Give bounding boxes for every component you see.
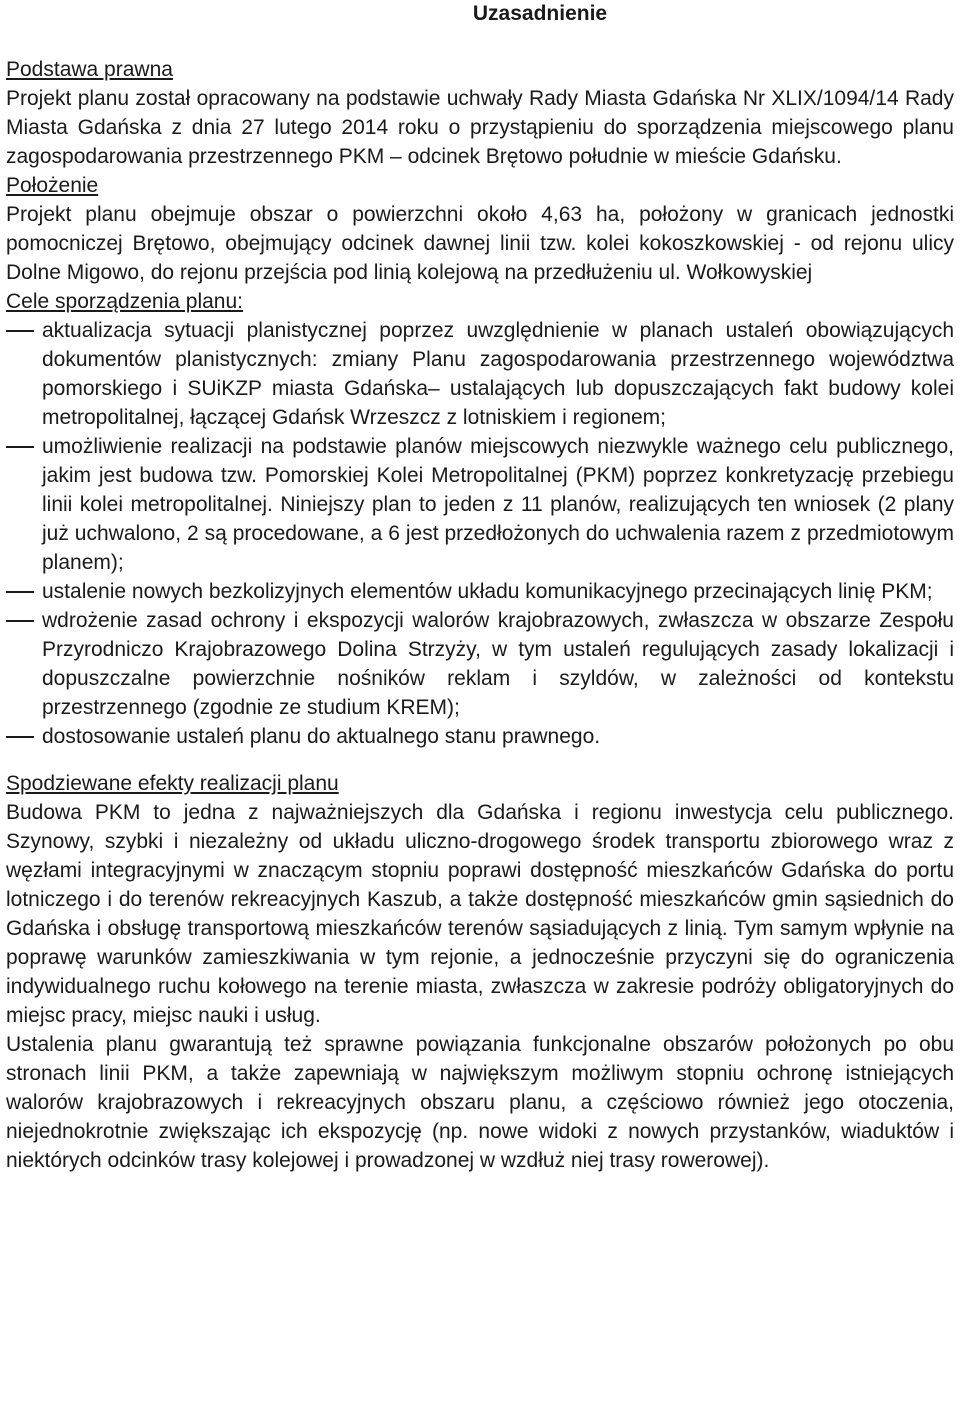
goal-item-text: wdrożenie zasad ochrony i ekspozycji walorów krajobrazowych, zwłaszcza w obszarze Zespołu Przyrodniczo Krajobrazowego Dolina Strzyży, w tym ustaleń regulujących zasady lokalizacji i dopuszczalne powierzchnie nośników reklam i szyldów, w zależności od kontekstu przestrzennego (zgodnie ze studium KREM); [42,609,954,719]
goal-item-text: umożliwienie realizacji na podstawie planów miejscowych niezwykle ważnego celu publicznego, jakim jest budowa tzw. Pomorskiej Kolei Metropolitalnej (PKM) poprzez konkretyzację przebiegu linii kolei metropolitalnej. Niniejszy plan to jeden z 11 planów, realizujących ten wniosek (2 plany już uchwalono, 2 są procedowane, a 6 jest przedłożonych do uchwalenia razem z przedmiotowym planem); [42,435,954,574]
goal-item-text: ustalenie nowych bezkolizyjnych elementów układu komunikacyjnego przecinających linię PKM; [42,580,933,603]
goal-item-text: aktualizacja sytuacji planistycznej poprzez uwzględnienie w planach ustaleń obowiązujących dokumentów planistycznych: zmiany Planu zagospodarowania przestrzennego województwa pomorskiego i SUiKZP miasta Gdańska‒ ustalających lub dopuszczających fakt budowy kolei metropolitalnej, łączącej Gdańsk Wrzeszcz z lotniskiem i regionem; [42,319,954,429]
goal-item [6,316,954,432]
goal-item [6,577,954,606]
legal-basis-heading: Podstawa prawna [6,58,173,81]
legal-basis-text: Projekt planu został opracowany na podstawie uchwały Rady Miasta Gdańska Nr XLIX/1094/14 Rady Miasta Gdańska z dnia 27 lutego 2014 roku o przystąpieniu do sporządzenia miejscowego planu zagospodarowania przestrzennego PKM ‒ odcinek Brętowo południe w mieście Gdańsku. [6,87,954,168]
goal-item-text: dostosowanie ustaleń planu do aktualnego stanu prawnego. [42,725,601,748]
effects-heading: Spodziewane efekty realizacji planu [6,772,339,795]
goal-item [6,432,954,577]
location-text: Projekt planu obejmuje obszar o powierzchni około 4,63 ha, położony w granicach jednostki pomocniczej Brętowo, obejmujący odcinek dawnej linii tzw. kolei kokoszkowskiej - od rejonu ulicy Dolne Migowo, do rejonu przejścia pod linią kolejową na przedłużeniu ul. Wołkowyskiej [6,203,954,284]
document-title: Uzasadnienie [472,2,608,25]
goals-heading: Cele sporządzenia planu: [6,290,243,313]
effects-paragraph-2: Ustalenia planu gwarantują też sprawne powiązania funkcjonalne obszarów położonych po obu stronach linii PKM, a także zapewniają w największym możliwym stopniu ochronę istniejących walorów krajobrazowych i rekreacyjnych obszaru planu, a częściowo również jego otoczenia, niejednokrotnie zwiększając ich ekspozycję (np. nowe widoki z nowych przystanków, wiaduktów i niektórych odcinków trasy kolejowej i prowadzonej w wzdłuż niej trasy rowerowej). [6,1033,954,1172]
goal-item [6,606,954,722]
effects-paragraph-1: Budowa PKM to jedna z najważniejszych dla Gdańska i regionu inwestycja celu publicznego. Szynowy, szybki i niezależny od układu uliczno-drogowego środek transportu zbiorowego wraz z węzłami integracyjnymi w znaczącym stopniu poprawi dostępność mieszkańców Gdańska do portu lotniczego i do terenów rekreacyjnych Kaszub, a także dostępność mieszkańców gmin sąsiednich do Gdańska i obsługę transportową mieszkańców terenów sąsiadujących z linią. Tym samym wpłynie na poprawę warunków zamieszkiwania w tym rejonie, a jednocześnie przyczyni się do ograniczenia indywidualnego ruchu kołowego na terenie miasta, zwłaszcza w zakresie podróży obligatoryjnych do miejsc pracy, miejsc nauki i usług. [6,801,954,1027]
location-heading: Położenie [6,174,99,197]
goals-list [6,316,954,751]
goal-item [6,722,954,751]
